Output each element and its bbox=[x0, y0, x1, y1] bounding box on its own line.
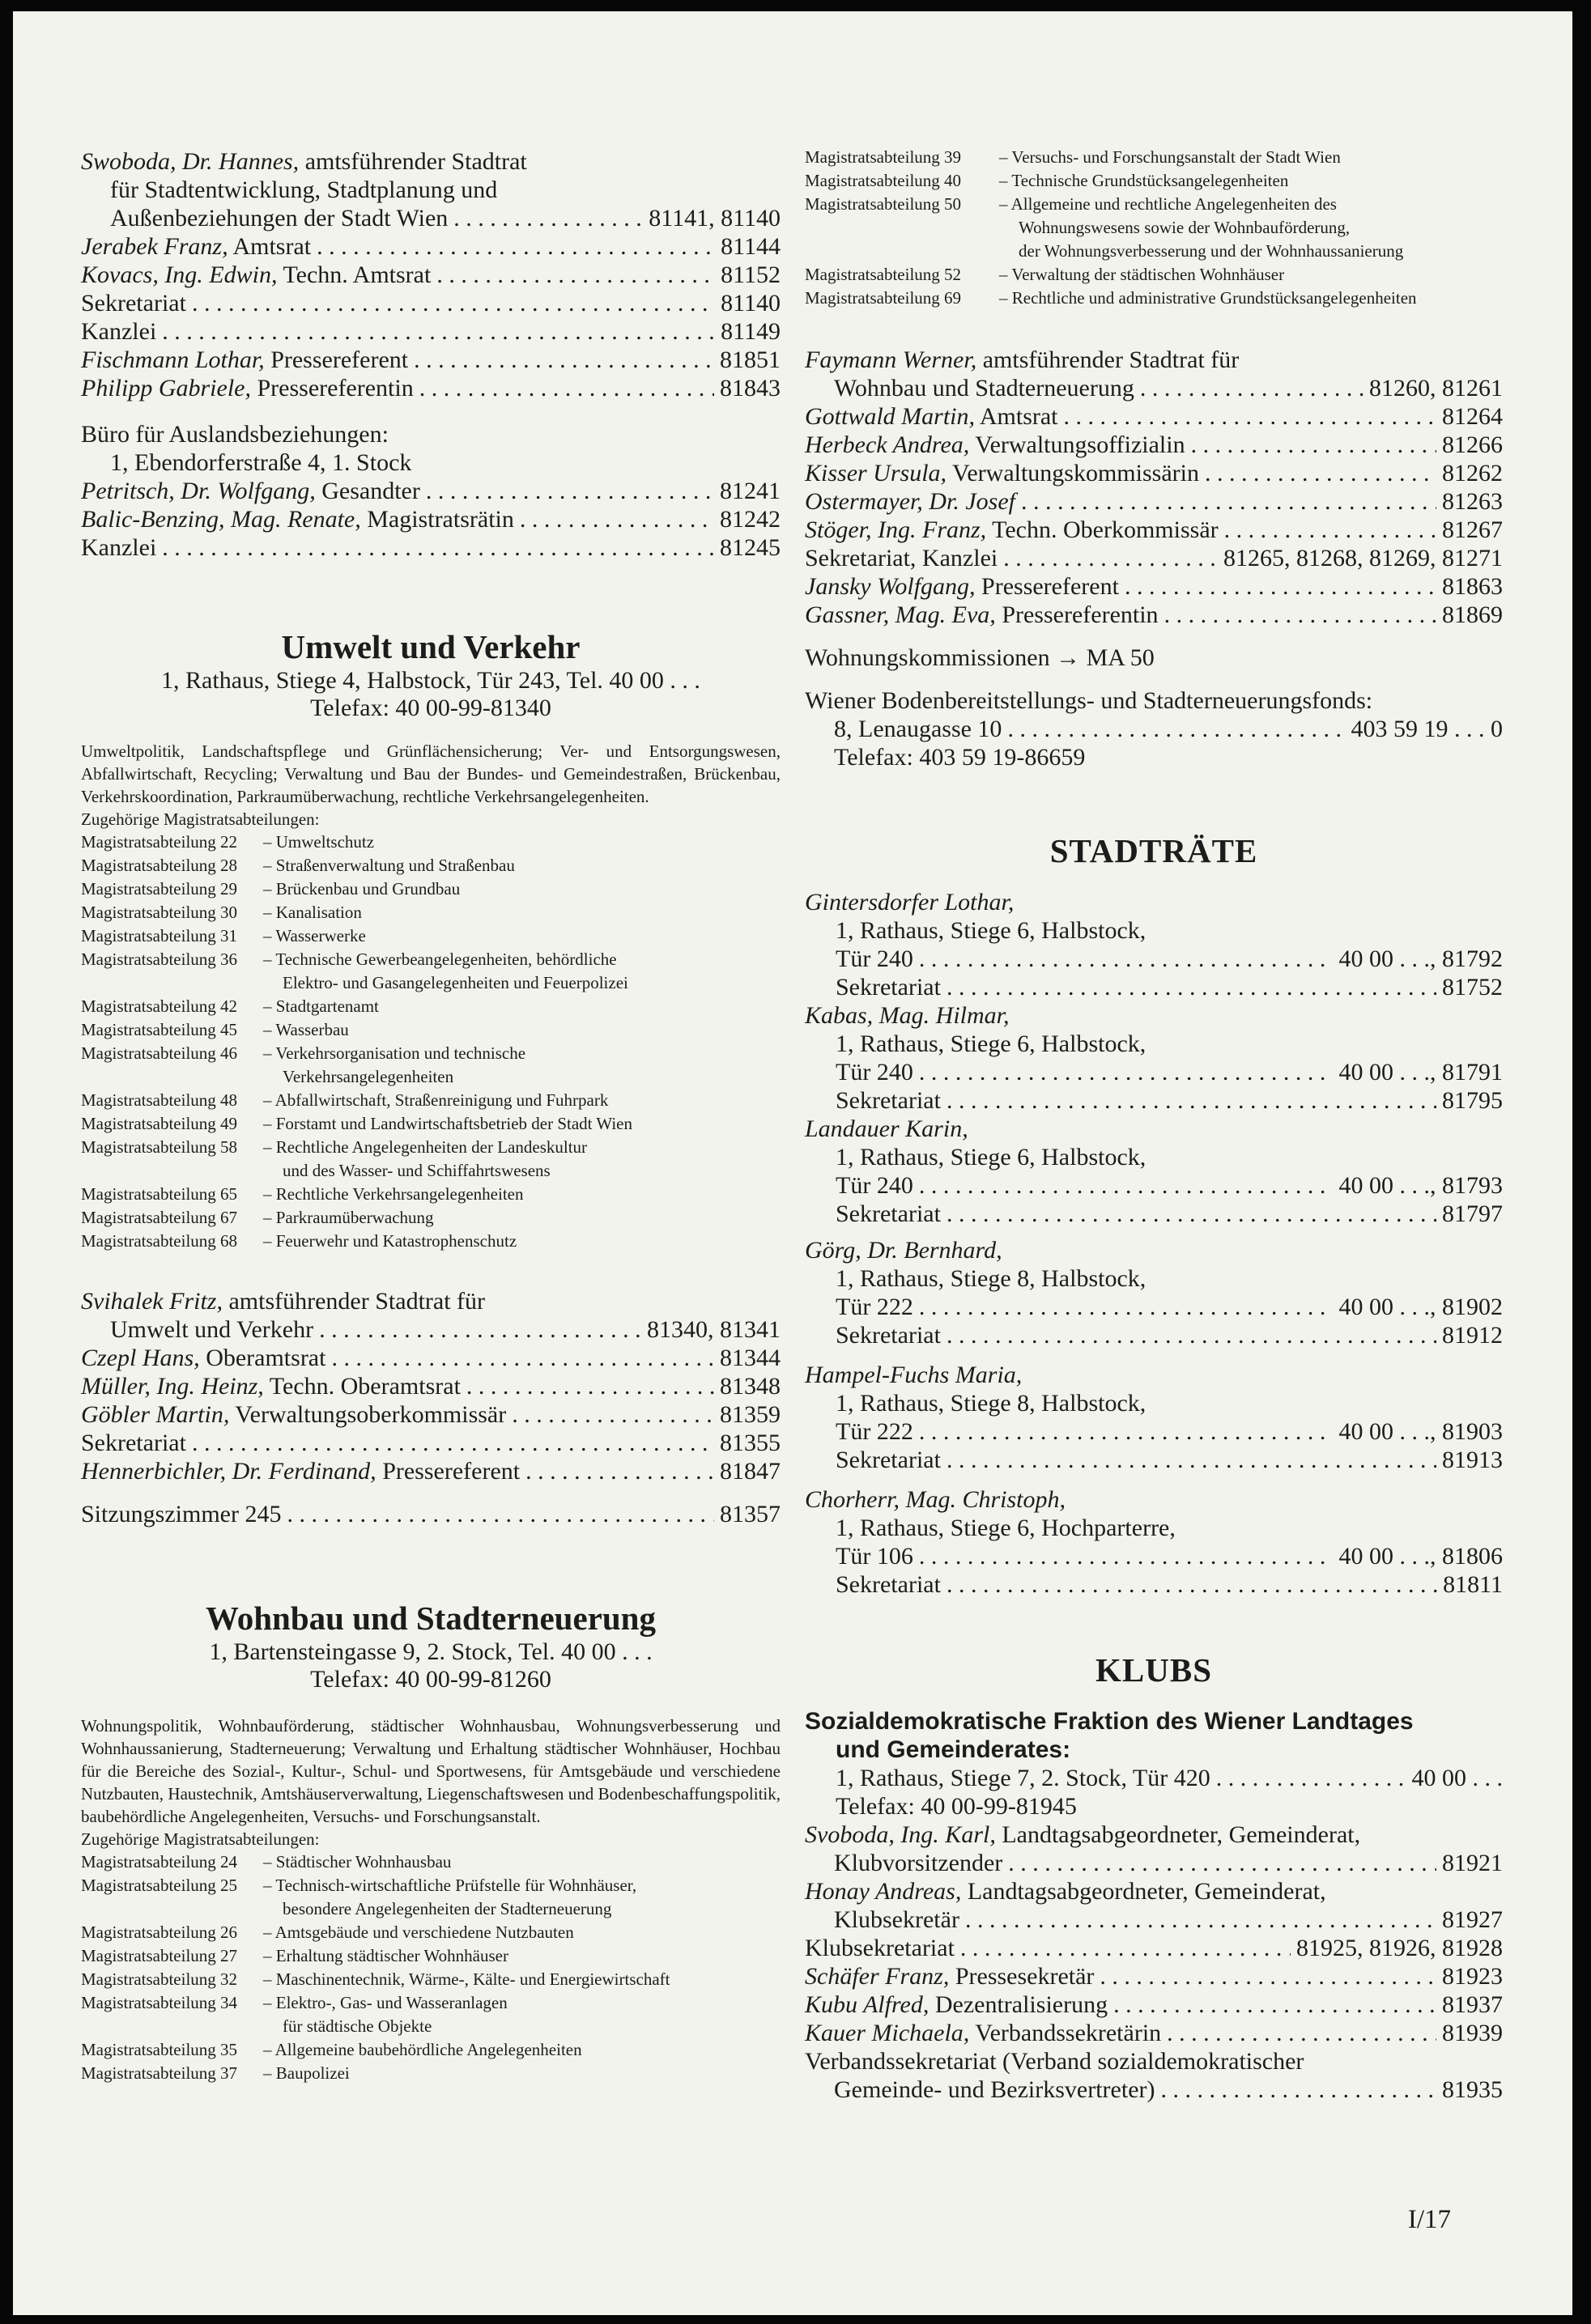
list-item: Magistratsabteilung 40 – Technische Grundstücksangelegenheiten bbox=[805, 171, 1289, 190]
fax: Telefax: 40 00-99-81260 bbox=[310, 1666, 551, 1693]
phone-ext: 81265, 81268, 81269, 81271 bbox=[1223, 545, 1503, 571]
list-item: Gassner, Mag. Eva, Pressereferentin . . . 81869 bbox=[805, 601, 1503, 629]
subheading: Zugehörige Magistratsabteilungen: bbox=[81, 1829, 320, 1849]
phone-ext: 81348 bbox=[720, 1373, 781, 1400]
list-item: Magistratsabteilung 31 – Wasserwerke bbox=[81, 926, 366, 945]
list-item: Hampel-Fuchs Maria, 1, Rathaus, Stiege 8, Halbstock, Tür 222 . . . 40 00 . . ., 81903 Sekretariat . . . 81913 bbox=[805, 1361, 1503, 1474]
list-item: Sitzungszimmer 245 . . . 81357 bbox=[81, 1500, 781, 1528]
list-item: Magistratsabteilung 42 – Stadtgartenamt bbox=[81, 996, 379, 1016]
list-item: Kubu Alfred, Dezentralisierung . . . 81937 bbox=[805, 1990, 1503, 2019]
phone-ext: 81144 bbox=[721, 233, 781, 260]
list-item: Müller, Ing. Heinz, Techn. Oberamtsrat . . . 81348 bbox=[81, 1372, 781, 1400]
list-item: Magistratsabteilung 32 – Maschinentechnik, Wärme-, Kälte- und Energiewirtschaft bbox=[81, 1969, 670, 1989]
address: 1, Bartensteingasse 9, 2. Stock, Tel. 40 00 . . . bbox=[209, 1638, 653, 1665]
phone-ext: 81140 bbox=[721, 290, 781, 317]
phone-ext: 81141, 81140 bbox=[649, 205, 781, 232]
page bbox=[13, 11, 1572, 2315]
list-item: Göbler Martin, Verwaltungsoberkommissär . . . 81359 bbox=[81, 1400, 781, 1429]
phone-ext: 81262 bbox=[1442, 460, 1503, 486]
list-item: Schäfer Franz, Pressesekretär . . . 81923 bbox=[805, 1962, 1503, 1990]
list-item: Kauer Michaela, Verbandssekretärin . . . 81939 bbox=[805, 2019, 1503, 2047]
phone-ext: 81851 bbox=[720, 346, 781, 373]
entry-role: amtsführender Stadtrat für bbox=[976, 346, 1240, 373]
section-heading-klubs: KLUBS bbox=[1095, 1651, 1212, 1689]
phone-ext: 81242 bbox=[720, 506, 781, 533]
list-item: Magistratsabteilung 22 – Umweltschutz bbox=[81, 832, 375, 852]
phone-ext: 81266 bbox=[1442, 431, 1503, 458]
entry-line: Wohnbau und Stadterneuerung bbox=[834, 375, 1134, 401]
list-item: Balic-Benzing, Mag. Renate, Magistratsrätin . . . 81242 bbox=[81, 505, 781, 533]
list-item: Magistratsabteilung 69 – Rechtliche und administrative Grundstücksangelegenheiten bbox=[805, 288, 1417, 308]
address: 8, Lenaugasse 10 bbox=[834, 716, 1002, 742]
section-heading-stadtraete: STADTRÄTE bbox=[1049, 832, 1258, 869]
list-item: Stöger, Ing. Franz, Techn. Oberkommissär . . . 81267 bbox=[805, 516, 1503, 544]
list-item: Magistratsabteilung 46 – Verkehrsorganisation und technische Verkehrsangelegenheiten bbox=[81, 1043, 526, 1086]
entry-line: Umwelt und Verkehr bbox=[110, 1316, 314, 1343]
list-item: Kovacs, Ing. Edwin, Techn. Amtsrat . . . 81152 bbox=[81, 261, 781, 289]
entry-name: Swoboda, Dr. Hannes, bbox=[81, 148, 300, 175]
staff-list bbox=[81, 232, 781, 402]
phone-ext: 81245 bbox=[720, 534, 781, 561]
entry-svihalek bbox=[81, 1287, 781, 1528]
list-item: Kabas, Mag. Hilmar, 1, Rathaus, Stiege 6, Halbstock, Tür 240 . . . 40 00 . . ., 81791 Sekretariat . . . 81795 bbox=[805, 1001, 1503, 1115]
klub-block: Sozialdemokratische Fraktion des Wiener Landtages und Gemeinderates: 1, Rathaus, Stiege 7, 2. Stock, Tür 420 . . . 40 00 . . . Telefax: 40 00-99-81945 Svoboda, Ing. Karl, Landtagsabgeordneter, Gemeinderat, Klubvorsitzender . . . 81921 Honay Andreas, Landtagsabgeordneter, Gemeinderat, Klubsekretär . . . 81927 Klubsekretariat . . . 81925, 81926, 81928 Schäfer Franz, Pressesekretär . . . 81923 Kubu Alfred, Dezentralisierung . . . 81937 Kauer Michaela, Verbandssekretärin . . . 81939 Verbandssekretariat (Verband sozialdemokratischer Gemeinde- und Bezirksvertreter) . . . 81935 bbox=[805, 1707, 1503, 2104]
cross-reference: Wohnungskommissionen → MA 50 bbox=[805, 644, 1155, 671]
list-item: Magistratsabteilung 26 – Amtsgebäude und verschiedene Nutzbauten bbox=[81, 1923, 574, 1942]
list-item: Magistratsabteilung 28 – Straßenverwaltung und Straßenbau bbox=[81, 856, 515, 875]
list-item: Gottwald Martin, Amtsrat . . . 81264 bbox=[805, 402, 1503, 431]
fax: Telefax: 403 59 19-86659 bbox=[834, 744, 1086, 771]
list-item: Kisser Ursula, Verwaltungskommissärin . . . 81262 bbox=[805, 459, 1503, 487]
description: Umweltpolitik, Landschaftspflege und Grünflächensicherung; Ver- und Entsorgungswesen, Abfallwirtschaft, Recycling; Verwaltung und Bau der Bundes- und Gemeindestraßen, Brückenbau, Verkehrskoordination, Parkraumüberwachung, rechtliche Verkehrsangelegenheiten. bbox=[81, 741, 781, 806]
list-item: Chorherr, Mag. Christoph, 1, Rathaus, Stiege 6, Hochparterre, Tür 106 . . . 40 00 . . ., 81806 Sekretariat . . . 81811 bbox=[805, 1485, 1503, 1599]
page-number: I/17 bbox=[1407, 2205, 1451, 2234]
list-item: Görg, Dr. Bernhard, 1, Rathaus, Stiege 8, Halbstock, Tür 222 . . . 40 00 . . ., 81902 Sekretariat . . . 81912 bbox=[805, 1236, 1503, 1349]
phone-ext: 81847 bbox=[720, 1458, 781, 1485]
phone-ext: 403 59 19 . . . 0 bbox=[1351, 716, 1503, 742]
phone-ext: 81340, 81341 bbox=[647, 1316, 781, 1343]
phone-ext: 81869 bbox=[1442, 601, 1503, 628]
section-heading-umwelt: Umwelt und Verkehr bbox=[281, 628, 581, 665]
list-item: Sekretariat, Kanzlei . . . 81265, 81268, 81269, 81271 bbox=[805, 544, 1503, 572]
list-item: Magistratsabteilung 45 – Wasserbau bbox=[81, 1020, 349, 1039]
fonds-title: Wiener Bodenbereitstellungs- und Stadterneuerungsfonds: bbox=[805, 687, 1373, 714]
entry-line: für Stadtentwicklung, Stadtplanung und bbox=[110, 176, 498, 203]
list-item: Kanzlei . . . 81245 bbox=[81, 533, 781, 562]
list-item: Landauer Karin, 1, Rathaus, Stiege 6, Halbstock, Tür 240 . . . 40 00 . . ., 81793 Sekretariat . . . 81797 bbox=[805, 1115, 1503, 1228]
list-item: Magistratsabteilung 27 – Erhaltung städtischer Wohnhäuser bbox=[81, 1946, 508, 1965]
list-item: Sekretariat . . . 81140 bbox=[81, 289, 781, 317]
klub-title: Sozialdemokratische Fraktion des Wiener Landtages bbox=[805, 1708, 1414, 1735]
list-item: Kanzlei . . . 81149 bbox=[81, 317, 781, 346]
phone-ext: 81359 bbox=[720, 1401, 781, 1428]
list-item: Hennerbichler, Dr. Ferdinand, Pressereferent . . . 81847 bbox=[81, 1457, 781, 1485]
section-label: Büro für Auslandsbeziehungen: bbox=[81, 421, 389, 448]
description: Wohnungspolitik, Wohnbauförderung, städtischer Wohnhausbau, Wohnungsverbesserung und Wohnhaussanierung, Stadterneuerung; Verwaltung und Erhaltung städtischer Wohnhäuser, Hochbau für die Bereiche des Sozial-, Kultur-, Schul- und Sportwesens, für Amtsgebäude und verschiedene Nutzbauten, Haustechnik, Amtshäuserverwaltung, Liegenschaftswesen und Bodenbeschaffungspolitik, baubehördliche Angelegenheiten, Versuchs- und Forschungsanstalt. bbox=[81, 1716, 781, 1826]
entry-name: Faymann Werner, bbox=[805, 346, 977, 373]
phone-ext: 81260, 81261 bbox=[1369, 375, 1503, 401]
phone-ext: 81355 bbox=[720, 1430, 781, 1456]
stadtraete-list bbox=[805, 888, 1503, 1599]
list-item: Magistratsabteilung 25 – Technisch-wirtschaftliche Prüfstelle für Wohnhäuser, besondere Angelegenheiten der Stadterneuerung bbox=[81, 1876, 637, 1918]
fax: Telefax: 40 00-99-81340 bbox=[310, 695, 551, 721]
list-item: Magistratsabteilung 68 – Feuerwehr und Katastrophenschutz bbox=[81, 1231, 517, 1251]
list-item: Magistratsabteilung 67 – Parkraumüberwachung bbox=[81, 1208, 434, 1227]
klub-title: und Gemeinderates: bbox=[836, 1736, 1071, 1763]
entry-faymann bbox=[805, 346, 1503, 771]
list-item: Magistratsabteilung 30 – Kanalisation bbox=[81, 903, 362, 922]
list-item: Czepl Hans, Oberamtsrat . . . 81344 bbox=[81, 1344, 781, 1372]
ma-list bbox=[805, 146, 1503, 310]
phone-ext: 81357 bbox=[720, 1501, 781, 1527]
phone-ext: 40 00 . . . bbox=[1411, 1765, 1503, 1791]
list-item: Magistratsabteilung 50 – Allgemeine und rechtliche Angelegenheiten des Wohnungswesens sowie der Wohnbauförderung, der Wohnungsverbesserung und der Wohnhaussanierung bbox=[805, 194, 1404, 261]
list-item: Philipp Gabriele, Pressereferentin . . . 81843 bbox=[81, 374, 781, 402]
left-column bbox=[81, 147, 781, 2085]
phone-ext: 81263 bbox=[1442, 488, 1503, 515]
entry-line: Außenbeziehungen der Stadt Wien bbox=[110, 205, 449, 232]
entry-role: amtsführender Stadtrat für bbox=[222, 1288, 486, 1315]
entry-role: amtsführender Stadtrat bbox=[299, 148, 527, 175]
phone-ext: 81152 bbox=[721, 261, 781, 288]
phone-ext: 81267 bbox=[1442, 516, 1503, 543]
list-item: Sekretariat . . . 81355 bbox=[81, 1429, 781, 1457]
list-item: Magistratsabteilung 65 – Rechtliche Verkehrsangelegenheiten bbox=[81, 1184, 524, 1204]
address: 1, Rathaus, Stiege 4, Halbstock, Tür 243, Tel. 40 00 . . . bbox=[161, 667, 700, 694]
subheading: Zugehörige Magistratsabteilungen: bbox=[81, 809, 320, 829]
list-item: Magistratsabteilung 39 – Versuchs- und Forschungsanstalt der Stadt Wien bbox=[805, 147, 1341, 167]
list-item: Gintersdorfer Lothar, 1, Rathaus, Stiege 6, Halbstock, Tür 240 . . . 40 00 . . ., 81792 Sekretariat . . . 81752 bbox=[805, 888, 1503, 1001]
phone-ext: 81863 bbox=[1442, 573, 1503, 600]
right-column bbox=[805, 146, 1503, 2104]
list-item: Magistratsabteilung 58 – Rechtliche Angelegenheiten der Landeskultur und des Wasser- und Schiffahrtswesens bbox=[81, 1137, 588, 1180]
list-item: Magistratsabteilung 29 – Brückenbau und Grundbau bbox=[81, 879, 461, 899]
list-item: Magistratsabteilung 52 – Verwaltung der städtischen Wohnhäuser bbox=[805, 265, 1285, 284]
list-item: Magistratsabteilung 36 – Technische Gewerbeangelegenheiten, behördliche Elektro- und Gasangelegenheiten und Feuerpolizei bbox=[81, 950, 628, 992]
ma-list bbox=[81, 831, 781, 1253]
ma-list bbox=[81, 1850, 781, 2085]
entry-swoboda bbox=[81, 147, 781, 232]
buero-block bbox=[81, 420, 781, 562]
list-item: Jansky Wolfgang, Pressereferent . . . 81863 bbox=[805, 572, 1503, 601]
list-item: Magistratsabteilung 37 – Baupolizei bbox=[81, 2063, 350, 2083]
phone-ext: 81241 bbox=[720, 478, 781, 504]
section-heading-wohnbau: Wohnbau und Stadterneuerung bbox=[206, 1600, 656, 1637]
list-item: Ostermayer, Dr. Josef . . . 81263 bbox=[805, 487, 1503, 516]
list-item: Petritsch, Dr. Wolfgang, Gesandter . . . 81241 bbox=[81, 477, 781, 505]
phone-ext: 81149 bbox=[721, 318, 781, 345]
list-item: Magistratsabteilung 24 – Städtischer Wohnhausbau bbox=[81, 1852, 452, 1872]
fax: Telefax: 40 00-99-81945 bbox=[836, 1793, 1077, 1820]
list-item: Fischmann Lothar, Pressereferent . . . 81851 bbox=[81, 346, 781, 374]
phone-ext: 81344 bbox=[720, 1345, 781, 1371]
list-item: Magistratsabteilung 48 – Abfallwirtschaft, Straßenreinigung und Fuhrpark bbox=[81, 1090, 609, 1110]
list-item: Klubsekretariat . . . 81925, 81926, 81928 bbox=[805, 1934, 1503, 1962]
phone-ext: 81264 bbox=[1442, 403, 1503, 430]
list-item: Magistratsabteilung 34 – Elektro-, Gas- und Wasseranlagen für städtische Objekte bbox=[81, 1993, 508, 2036]
entry-name: Svihalek Fritz, bbox=[81, 1288, 223, 1315]
address: 1, Rathaus, Stiege 7, 2. Stock, Tür 420 bbox=[836, 1765, 1210, 1791]
list-item: Jerabek Franz, Amtsrat . . . 81144 bbox=[81, 232, 781, 261]
address: 1, Ebendorferstraße 4, 1. Stock bbox=[110, 449, 412, 476]
list-item: Magistratsabteilung 35 – Allgemeine baubehördliche Angelegenheiten bbox=[81, 2040, 582, 2059]
phone-ext: 81843 bbox=[720, 375, 781, 401]
list-item: Magistratsabteilung 49 – Forstamt und Landwirtschaftsbetrieb der Stadt Wien bbox=[81, 1114, 633, 1133]
list-item: Herbeck Andrea, Verwaltungsoffizialin . . . 81266 bbox=[805, 431, 1503, 459]
